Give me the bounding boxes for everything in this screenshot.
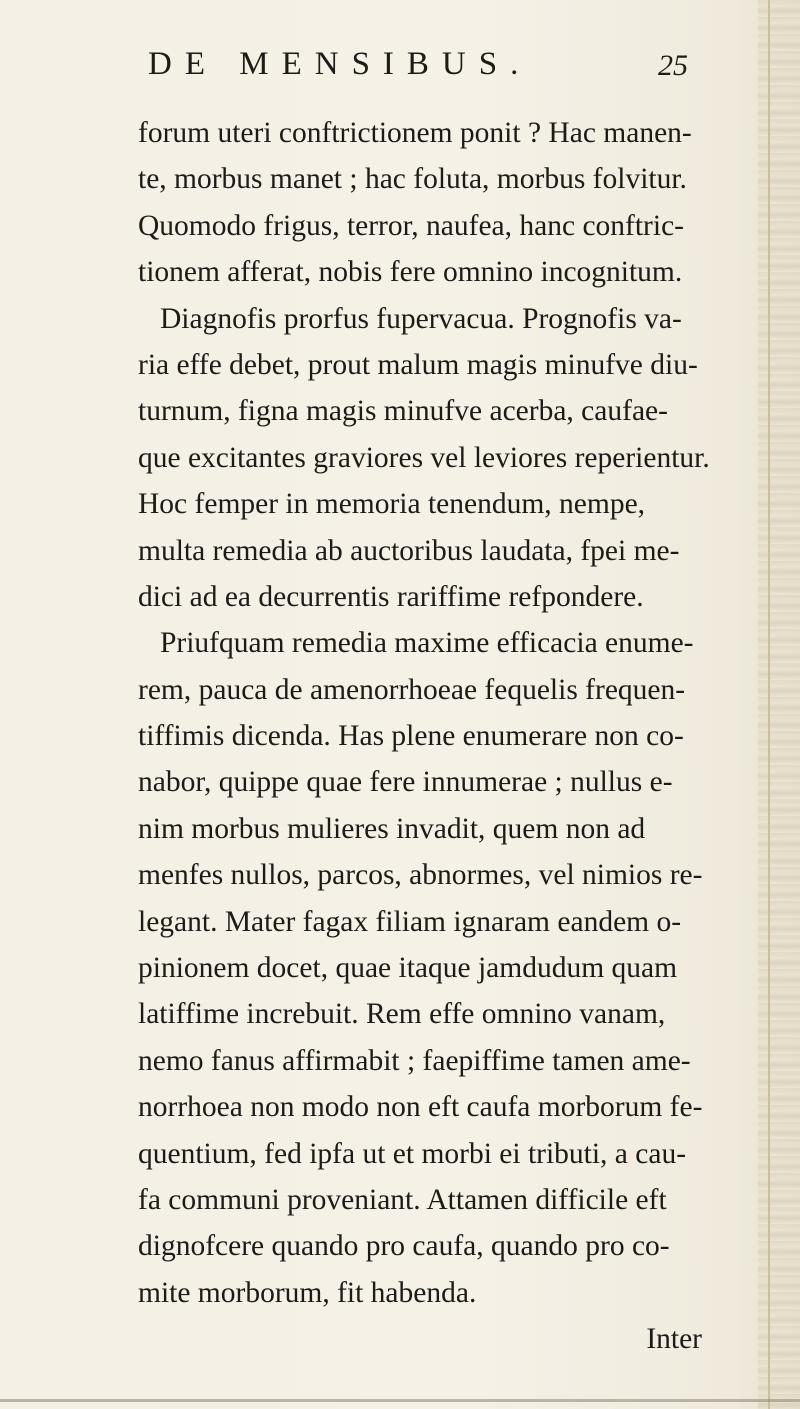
text-line: Diagnofis prorfus fupervacua. Prognofis va- [160,302,682,335]
text-line: nim morbus mulieres invadit, quem non ad [138,812,646,845]
text-line: Priufquam remedia maxime efficacia enume- [160,627,694,660]
text-line: dici ad ea decurrentis rariffime refpondere. [138,580,644,613]
text-line: forum uteri conftrictionem ponit ? Hac manen- [138,117,692,149]
text-line: legant. Mater fagax filiam ignaram eandem o- [138,905,682,938]
binding-edge [758,0,800,1409]
text-line: Quomodo frigus, terror, naufea, hanc conftric- [138,209,684,242]
running-title: DE MENSIBUS. [148,46,532,82]
text-line: menfes nullos, parcos, abnormes, vel nimios re- [138,859,703,892]
text-line: fa communi proveniant. Attamen difficile eft [138,1183,667,1216]
text-line: norrhoea non modo non eft caufa morborum fe- [138,1091,703,1124]
text-line: latiffime increbuit. Rem effe omnino vanam, [138,998,666,1031]
running-head [148,42,688,86]
text-line: tiffimis dicenda. Has plene enumerare non co- [138,720,684,753]
text-line: nabor, quippe quae fere innumerae ; nullus e- [138,766,673,799]
text-line: te, morbus manet ; hac foluta, morbus folvitur. [138,163,687,196]
catchword-line [138,1316,738,1362]
text-line: multa remedia ab auctoribus laudata, fpei me- [138,534,680,567]
text-line: que excitantes graviores vel leviores reperientur. [138,441,710,474]
page-number: 25 [658,49,688,82]
text-line: quentium, fed ipfa ut et morbi ei tributi, a cau- [138,1137,687,1170]
text-line: mite morborum, fit habenda. [138,1276,477,1309]
text-line: Hoc femper in memoria tenendum, nempe, [138,488,646,521]
text-line: rem, pauca de amenorrhoeae fequelis frequen- [138,673,686,706]
text-line: nemo fanus affirmabit ; faepiffime tamen ame- [138,1044,691,1077]
text-line: tionem afferat, nobis fere omnino incognitum. [138,256,683,289]
text-line: ria effe debet, prout malum magis minufve diu- [138,348,698,381]
text-line: dignofcere quando pro caufa, quando pro co- [138,1230,670,1263]
text-line: pinionem docet, quae itaque jamdudum quam [138,952,678,985]
page-bottom-edge [0,1399,800,1402]
binding-shadow-line [768,0,770,1409]
text-line: turnum, figna magis minufve acerba, caufae- [138,395,668,428]
body-text [138,110,738,1363]
catchword: Inter [646,1323,702,1356]
